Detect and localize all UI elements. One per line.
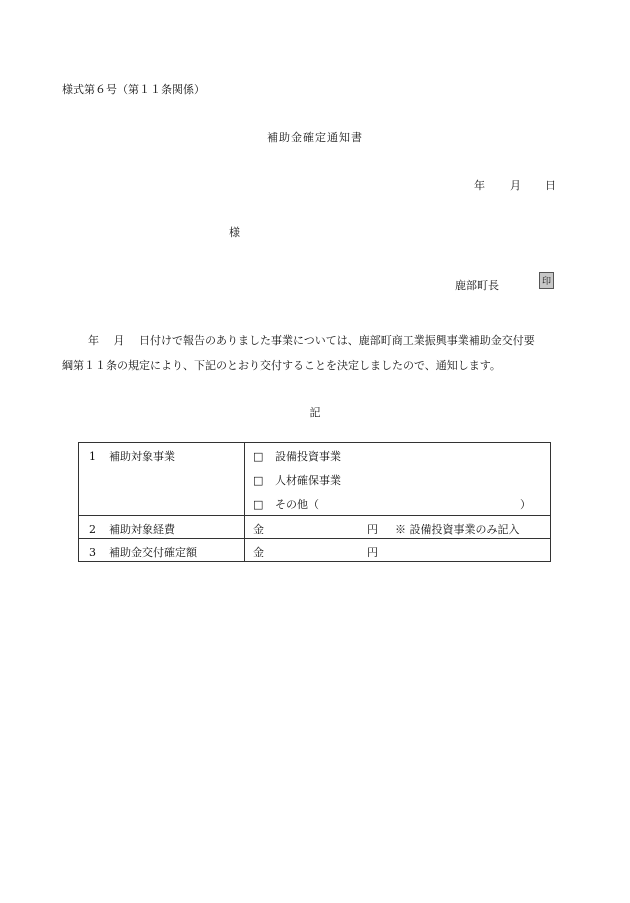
other-paren-close: ）	[520, 498, 531, 511]
row-value-cell[interactable]	[245, 516, 551, 539]
row-number: 2	[89, 523, 96, 536]
checkbox-icon[interactable]: □	[253, 474, 264, 487]
option-label: 人材確保事業	[275, 474, 341, 487]
ki-heading: 記	[309, 406, 321, 419]
note-text: ※ 設備投資事業のみ記入	[395, 523, 520, 536]
table-row	[79, 539, 551, 562]
checkbox-icon[interactable]: □	[253, 498, 264, 511]
option-label: その他（	[275, 498, 319, 511]
document-title: 補助金確定通知書	[267, 131, 363, 144]
yen-unit: 円	[367, 523, 378, 536]
row-label-cell	[79, 539, 245, 562]
body-text-line-1: 年 月 日付けで報告のありました事業については、鹿部町商工業振興事業補助金交付要	[88, 334, 535, 347]
date-month-label: 月	[510, 179, 521, 192]
table-row	[79, 516, 551, 539]
seal-icon: 印	[539, 272, 554, 289]
date-day-label: 日	[545, 179, 556, 192]
form-number: 様式第６号（第１１条関係）	[62, 83, 205, 96]
option-human-resources[interactable]	[253, 472, 341, 488]
body-text-line-2: 綱第１１条の規定により、下記のとおり交付することを決定しましたので、通知します。	[62, 359, 501, 372]
option-facility-investment[interactable]	[253, 448, 341, 464]
record-table	[78, 442, 551, 562]
row-number: 3	[89, 546, 96, 559]
row-value-cell[interactable]	[245, 539, 551, 562]
checkbox-icon[interactable]: □	[253, 450, 264, 463]
row-label-cell	[79, 443, 245, 516]
row-label: 補助金交付確定額	[109, 546, 197, 559]
currency-prefix: 金	[253, 523, 264, 536]
date-year-label: 年	[474, 179, 485, 192]
row-value-cell	[245, 443, 551, 516]
row-label-cell	[79, 516, 245, 539]
currency-prefix: 金	[253, 546, 264, 559]
row-number: 1	[89, 450, 96, 463]
row-label: 補助対象経費	[109, 523, 175, 536]
option-other[interactable]	[253, 496, 319, 512]
addressee-honorific: 様	[229, 226, 240, 239]
yen-unit: 円	[367, 546, 378, 559]
row-label: 補助対象事業	[109, 450, 175, 463]
option-label: 設備投資事業	[275, 450, 341, 463]
sender-name: 鹿部町長	[455, 279, 499, 292]
table-row	[79, 443, 551, 516]
